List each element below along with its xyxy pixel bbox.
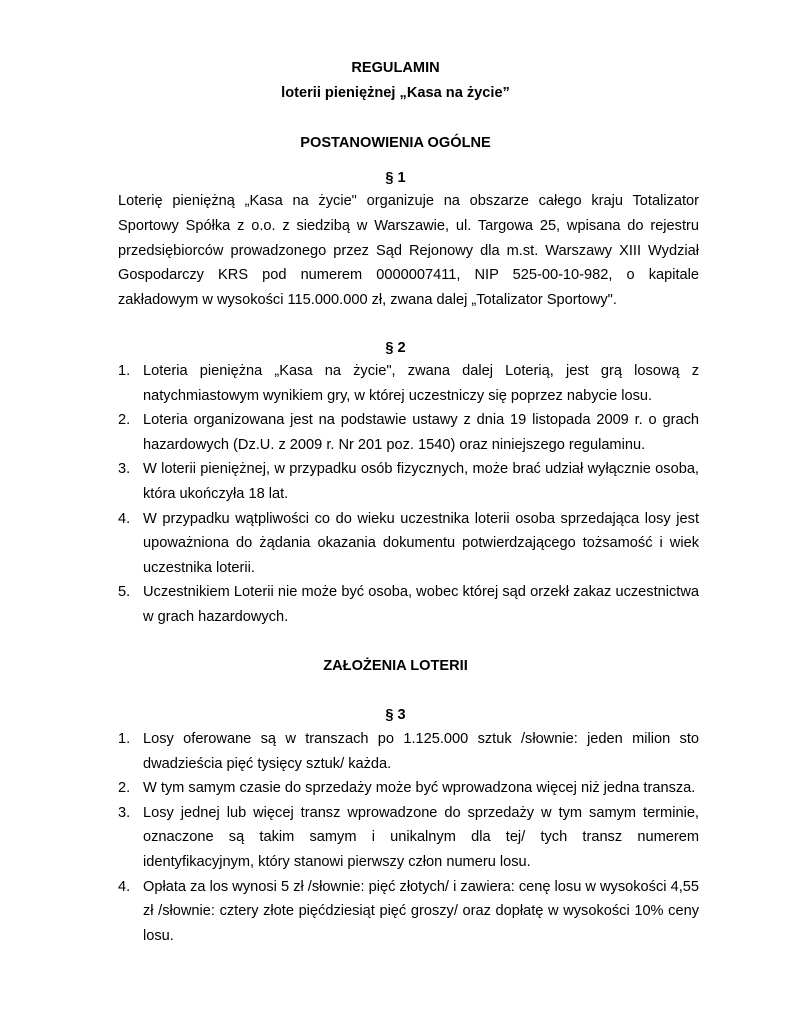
section-heading-general: POSTANOWIENIA OGÓLNE [300, 135, 491, 151]
paragraph-3-list [118, 727, 699, 948]
document-title: REGULAMIN [351, 60, 440, 76]
list-item: 4. Opłata za los wynosi 5 zł /słownie: pięć złotych/ i zawiera: cenę losu w wysokości 4,55 zł /słownie: cztery złote pięćdziesiąt pięć groszy/ oraz dopłatę w wysokości 10% ceny losu. [118, 878, 699, 944]
list-item: 3. W loterii pieniężnej, w przypadku osób fizycznych, może brać udział wyłącznie osoba, która ukończyła 18 lat. [118, 461, 699, 502]
list-item: 1. Loteria pieniężna „Kasa na życie", zwana dalej Loterią, jest grą losową z natychmiastowym wynikiem gry, w której uczestniczy się poprzez nabycie losu. [118, 363, 699, 404]
paragraph-2-list [118, 359, 699, 630]
list-item: 2. Loteria organizowana jest na podstawie ustawy z dnia 19 listopada 2009 r. o grach hazardowych (Dz.U. z 2009 r. Nr 201 poz. 1540) oraz niniejszego regulaminu. [118, 412, 699, 453]
paragraph-symbol-1: § 1 [385, 170, 406, 186]
list-item: 4. W przypadku wątpliwości co do wieku uczestnika loterii osoba sprzedająca losy jest upoważniona do żądania okazania dokumentu potwierdzającego tożsamość i wiek uczestnika loterii. [118, 510, 699, 576]
paragraph-symbol-3: § 3 [385, 707, 406, 723]
list-item: 3. Losy jednej lub więcej transz wprowadzone do sprzedaży w tym samym terminie, oznaczone są takim samym i unikalnym dla tej/ tych transz numerem identyfikacyjnym, który stanowi pierwszy człon numeru losu. [118, 804, 699, 870]
list-item: 1. Losy oferowane są w transzach po 1.125.000 sztuk /słownie: jeden milion sto dwadzieścia pięć tysięcy sztuk/ każda. [118, 731, 699, 772]
list-item: 5. Uczestnikiem Loterii nie może być osoba, wobec której sąd orzekł zakaz uczestnictwa w grach hazardowych. [118, 584, 699, 625]
section-heading-assumptions: ZAŁOŻENIA LOTERII [323, 658, 468, 674]
document-subtitle: loterii pieniężnej „Kasa na życie” [281, 85, 510, 101]
paragraph-1-text: Loterię pieniężną „Kasa na życie" organizuje na obszarze całego kraju Totalizator Sportowy Spółka z o.o. z siedzibą w Warszawie, ul. Targowa 25, wpisana do rejestru przedsiębiorców prowadzonego przez Sąd Rejonowy dla m.st. Warszawy XIII Wydział Gospodarczy KRS pod numerem 0000007411, NIP 525-00-10-982, o kapitale zakładowym w wysokości 115.000.000 zł, zwana dalej „Totalizator Sportowy". [118, 193, 699, 309]
paragraph-symbol-2: § 2 [385, 340, 406, 356]
list-item: 2. W tym samym czasie do sprzedaży może być wprowadzona więcej niż jedna transza. [118, 780, 696, 797]
